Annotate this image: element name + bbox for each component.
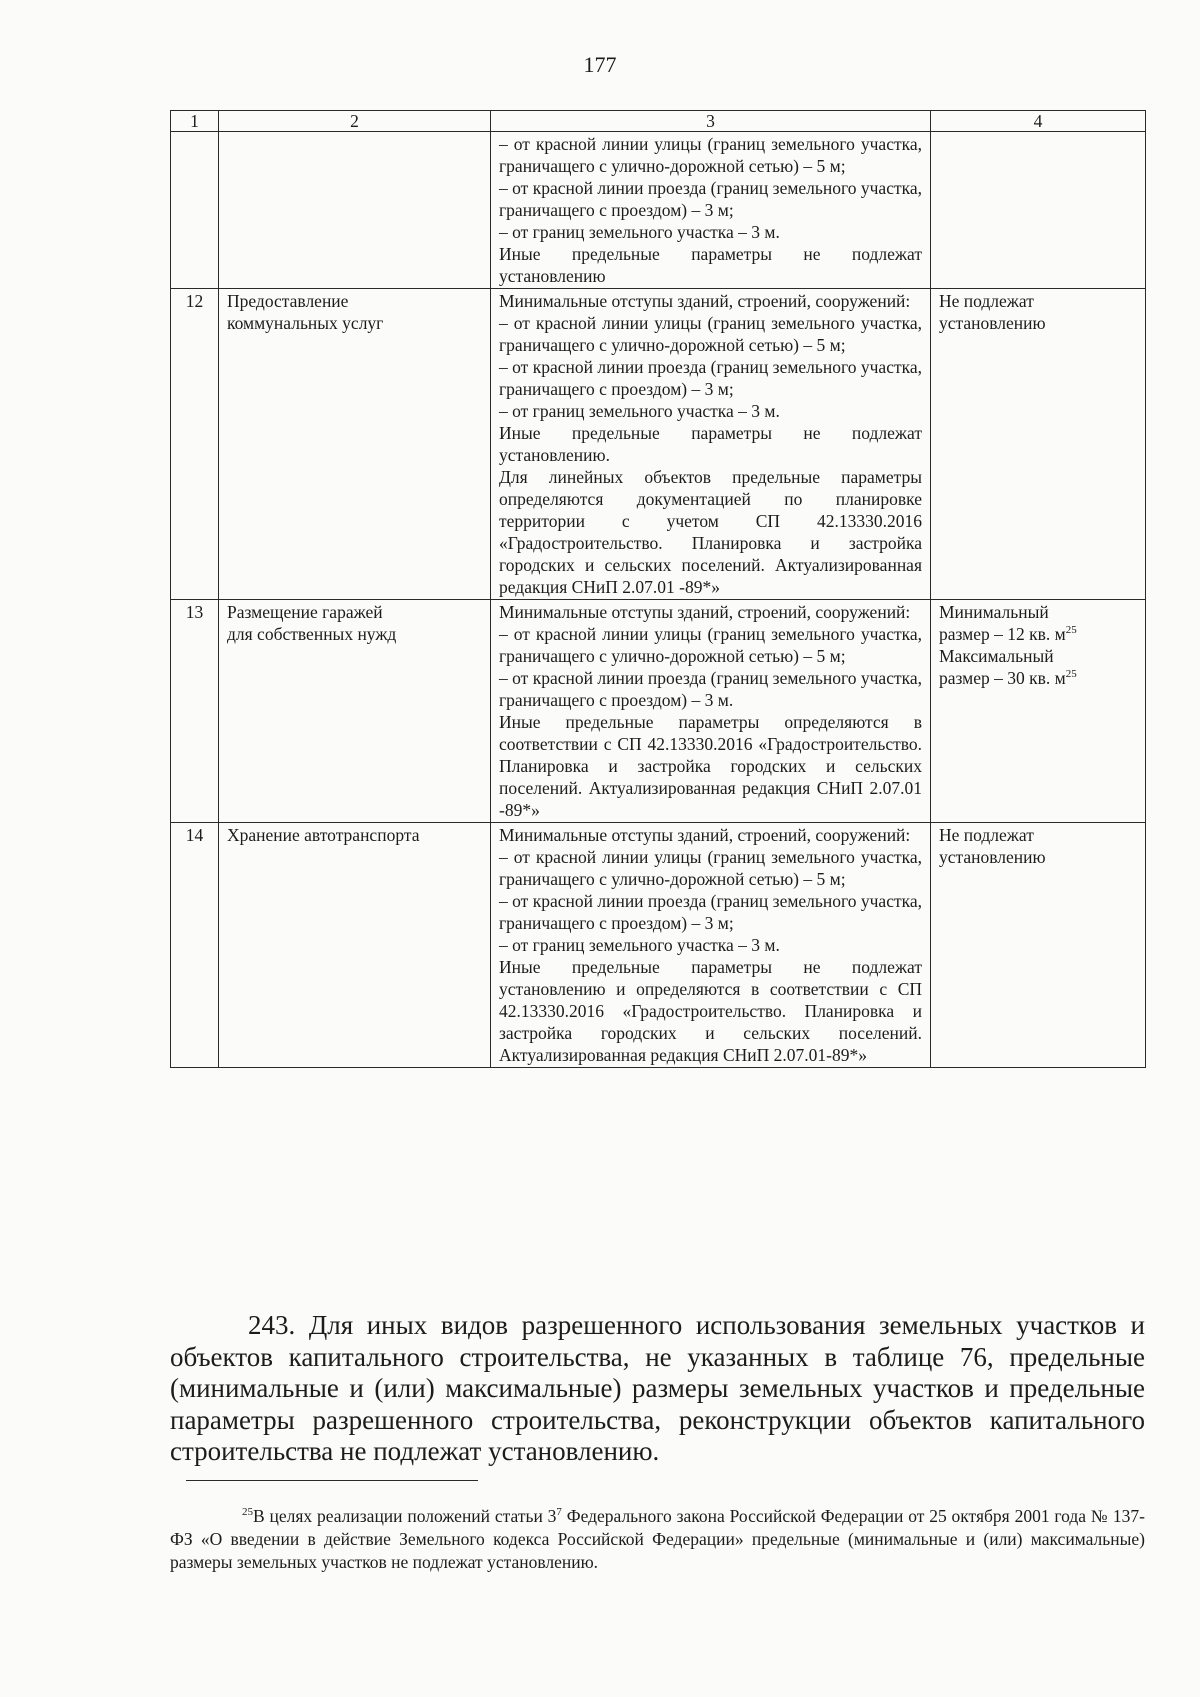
limit-parameter-line: – от границ земельного участка – 3 м. bbox=[499, 401, 780, 421]
limit-parameter-line: Иные предельные параметры определяются в соответствии с СП 42.13330.2016 «Градостроительство. Планировка и застройка городских и сельских поселений. Актуализированная редакция СНиП 2.07.01 -89*» bbox=[499, 712, 922, 820]
plot-size-text: размер – 12 кв. м bbox=[939, 624, 1066, 644]
limit-parameter-line: Иные предельные параметры не подлежат установлению. bbox=[499, 423, 922, 465]
limit-parameter-line: Иные предельные параметры не подлежат установлению и определяются в соответствии с СП 42.13330.2016 «Градостроительство. Планировка и застройка городских и сельских поселений. Актуализированная редакция СНиП 2.07.01-89*» bbox=[499, 957, 922, 1065]
limit-parameters bbox=[491, 823, 931, 1068]
limit-parameter-line: – от красной линии проезда (границ земельного участка, граничащего с проездом) – 3 м; bbox=[499, 891, 922, 933]
footnote-ref: 25 bbox=[1065, 668, 1077, 681]
limit-parameter-line: – от границ земельного участка – 3 м. bbox=[499, 935, 780, 955]
header-cell-3: 3 bbox=[491, 111, 931, 132]
plot-size-line bbox=[939, 601, 1137, 623]
footnote-text-after: Федерального закона Российской Федерации от 25 октября 2001 года № 137-ФЗ «О введении в действие Земельного кодекса Российской Федерации» предельные (минимальные и (или) максимальные) размеры земельных участков не подлежат установлению. bbox=[170, 1506, 1145, 1572]
limit-parameter-line: Иные предельные параметры не подлежат установлению bbox=[499, 244, 922, 286]
limit-parameter-line: Минимальные отступы зданий, строений, сооружений: bbox=[499, 825, 911, 845]
plot-size-limits bbox=[931, 132, 1146, 289]
plot-size-line: установлению bbox=[939, 313, 1046, 333]
use-type-name bbox=[219, 132, 491, 289]
table-row bbox=[171, 600, 1146, 823]
footnote-text-before: В целях реализации положений статьи 3 bbox=[253, 1506, 557, 1526]
limit-parameter-line: – от красной линии проезда (границ земельного участка, граничащего с проездом) – 3 м; bbox=[499, 178, 922, 220]
plot-size-line bbox=[939, 667, 1137, 689]
footnote-article-sup: 7 bbox=[556, 1506, 562, 1519]
row-number: 13 bbox=[171, 600, 219, 823]
row-number: 14 bbox=[171, 823, 219, 1068]
land-use-table bbox=[170, 110, 1146, 1068]
plot-size-line bbox=[939, 623, 1137, 645]
table-row bbox=[171, 289, 1146, 600]
row-number: 12 bbox=[171, 289, 219, 600]
limit-parameter-line: – от красной линии улицы (границ земельного участка, граничащего с улично-дорожной сетью) – 5 м; bbox=[499, 313, 922, 355]
footnote-mark: 25 bbox=[242, 1506, 253, 1519]
limit-parameter-line: – от красной линии улицы (границ земельного участка, граничащего с улично-дорожной сетью) – 5 м; bbox=[499, 624, 922, 666]
limit-parameter-line: – от красной линии улицы (границ земельного участка, граничащего с улично-дорожной сетью) – 5 м; bbox=[499, 847, 922, 889]
footnote-ref: 25 bbox=[1065, 624, 1077, 637]
use-type-name bbox=[219, 823, 491, 1068]
use-type-name-line: для собственных нужд bbox=[227, 624, 397, 644]
use-type-name bbox=[219, 600, 491, 823]
plot-size-text: размер – 30 кв. м bbox=[939, 668, 1066, 688]
footnote-separator bbox=[186, 1480, 478, 1481]
table-row bbox=[171, 132, 1146, 289]
header-cell-2: 2 bbox=[219, 111, 491, 132]
plot-size-limits bbox=[931, 289, 1146, 600]
header-cell-1: 1 bbox=[171, 111, 219, 132]
use-type-name-line: коммунальных услуг bbox=[227, 313, 384, 333]
table-body bbox=[171, 111, 1146, 1068]
table-header-row bbox=[171, 111, 1146, 132]
footnote-25 bbox=[170, 1505, 1145, 1574]
plot-size-text: Минимальный bbox=[939, 602, 1049, 622]
plot-size-line bbox=[939, 645, 1137, 667]
row-number bbox=[171, 132, 219, 289]
paragraph-243: 243. Для иных видов разрешенного использования земельных участков и объектов капитального строительства, не указанных в таблице 76, предельные (минимальные и (или) максимальные) размеры земельных участков и предельные параметры разрешенного строительства, реконструкции объектов капитального строительства не подлежат установлению. bbox=[170, 1310, 1145, 1466]
table-row bbox=[171, 823, 1146, 1068]
plot-size-line: установлению bbox=[939, 847, 1046, 867]
limit-parameter-line: Минимальные отступы зданий, строений, сооружений: bbox=[499, 602, 911, 622]
limit-parameter-line: – от красной линии улицы (границ земельного участка, граничащего с улично-дорожной сетью) – 5 м; bbox=[499, 134, 922, 176]
header-cell-4: 4 bbox=[931, 111, 1146, 132]
limit-parameter-line: – от красной линии проезда (границ земельного участка, граничащего с проездом) – 3 м; bbox=[499, 357, 922, 399]
use-type-name-line: Предоставление bbox=[227, 291, 349, 311]
plot-size-line: Не подлежат bbox=[939, 291, 1034, 311]
limit-parameter-line: – от границ земельного участка – 3 м. bbox=[499, 222, 780, 242]
limit-parameters bbox=[491, 132, 931, 289]
plot-size-line: Не подлежат bbox=[939, 825, 1034, 845]
use-type-name bbox=[219, 289, 491, 600]
plot-size-limits bbox=[931, 600, 1146, 823]
limit-parameters bbox=[491, 289, 931, 600]
use-type-name-line: Размещение гаражей bbox=[227, 602, 383, 622]
plot-size-limits bbox=[931, 823, 1146, 1068]
page-number: 177 bbox=[583, 52, 617, 77]
plot-size-text: Максимальный bbox=[939, 646, 1054, 666]
limit-parameters bbox=[491, 600, 931, 823]
limit-parameter-line: – от красной линии проезда (границ земельного участка, граничащего с проездом) – 3 м. bbox=[499, 668, 922, 710]
use-type-name-line: Хранение автотранспорта bbox=[227, 825, 420, 845]
limit-parameter-line: Для линейных объектов предельные параметры определяются документацией по планировке территории с учетом СП 42.13330.2016 «Градостроительство. Планировка и застройка городских и сельских поселений. Актуализированная редакция СНиП 2.07.01 -89*» bbox=[499, 467, 922, 597]
limit-parameter-line: Минимальные отступы зданий, строений, сооружений: bbox=[499, 291, 911, 311]
